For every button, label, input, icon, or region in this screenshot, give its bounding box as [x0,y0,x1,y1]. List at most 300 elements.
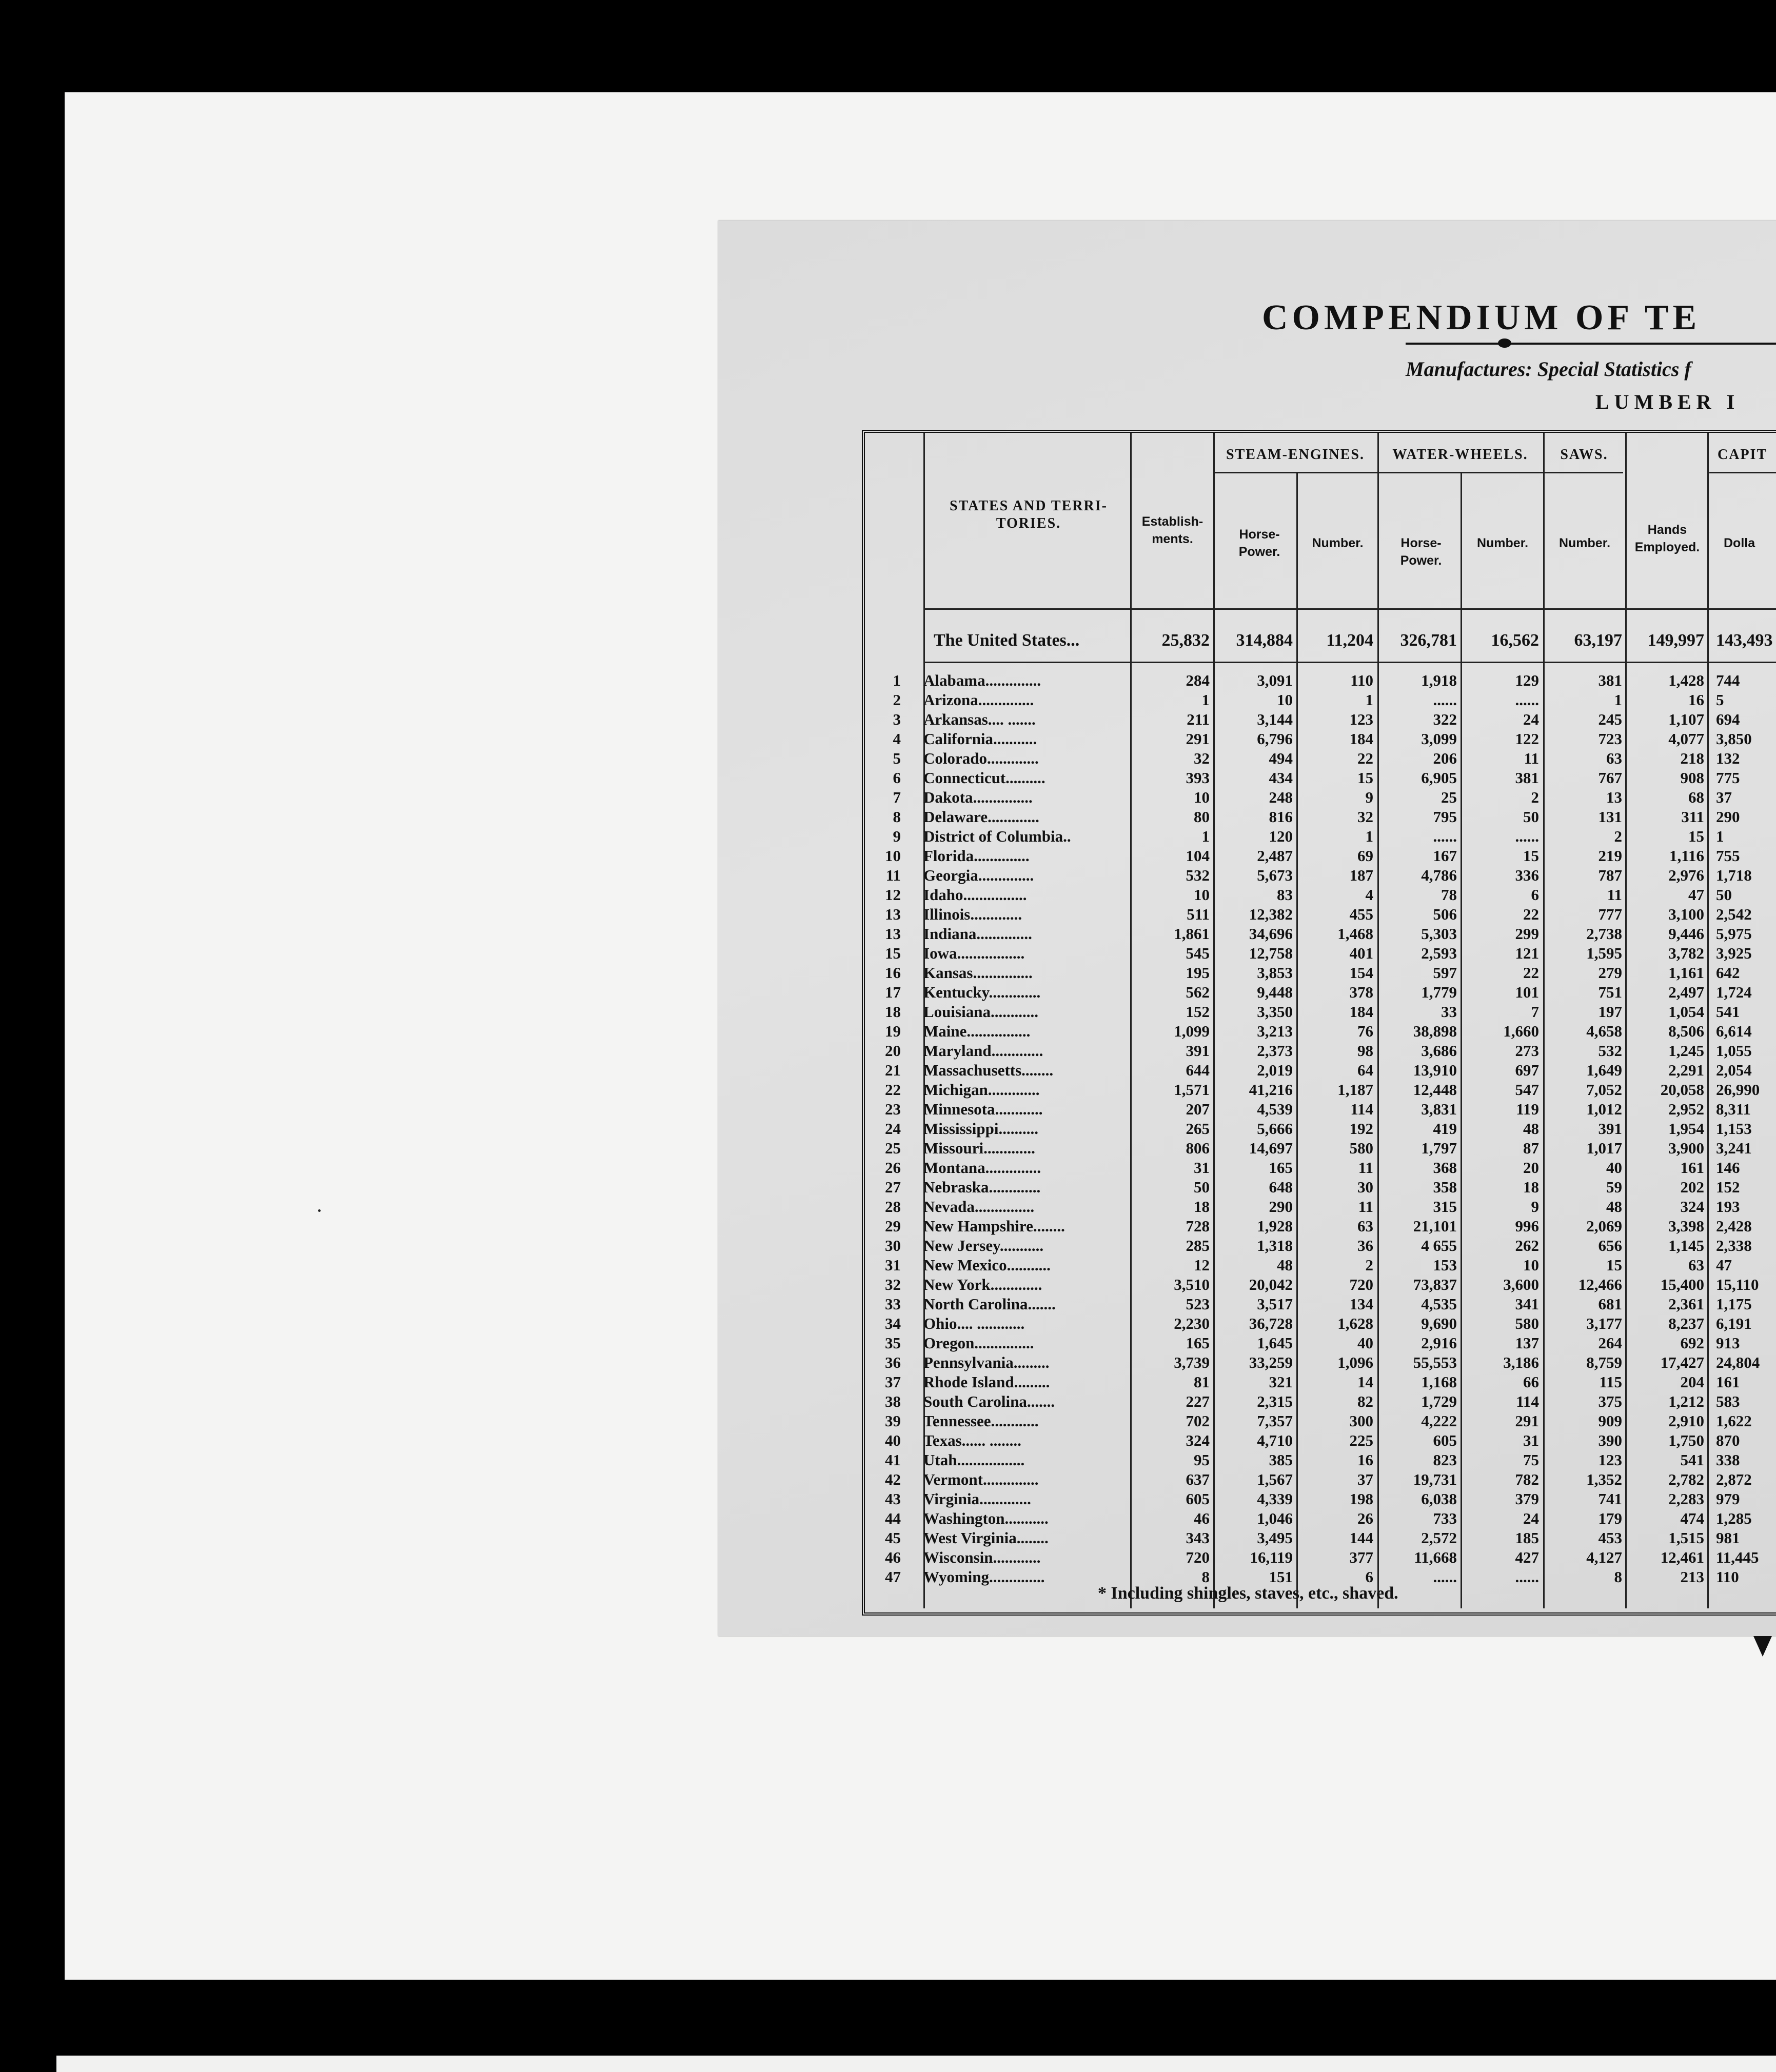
cell-value: 427 [1515,1548,1539,1566]
cell-value: 1,175 [1716,1295,1752,1313]
cell-value: 311 [1681,808,1704,826]
cell-value: 2,738 [1586,925,1622,943]
state-name: Oregon............... [923,1334,1034,1352]
cell-value: 506 [1433,905,1457,923]
cell-value: 597 [1433,964,1457,982]
cell-value: 8,311 [1716,1100,1751,1118]
state-name: Virginia............. [923,1490,1031,1508]
cell-value: 114 [1516,1392,1539,1410]
cell-value: 32 [1194,749,1210,767]
cell-value: 9,448 [1257,983,1293,1001]
cell-value: 40 [1357,1334,1373,1352]
cell-value: 63 [1606,749,1622,767]
cell-value: 1,245 [1668,1042,1704,1060]
cell-value: 167 [1433,847,1457,865]
cell-value: 733 [1433,1509,1457,1527]
cell-value: 76 [1357,1022,1373,1040]
table-row [718,963,1776,983]
cell-value: 2,054 [1716,1061,1752,1079]
table-row [718,1548,1776,1567]
cell-value: 2,952 [1668,1100,1704,1118]
cell-value: 782 [1515,1470,1539,1488]
cell-value: 823 [1433,1451,1457,1469]
us-total-value: 326,781 [1400,631,1457,650]
row-number: 16 [885,964,901,982]
cell-value: 1,861 [1174,925,1210,943]
cell-value: 2,338 [1716,1237,1752,1254]
us-total-value: 11,204 [1326,631,1373,650]
table-row [718,1392,1776,1411]
cell-value: 3,186 [1503,1353,1539,1371]
cell-value: 31 [1194,1159,1210,1177]
cell-value: 6,905 [1421,769,1457,787]
cell-value: 728 [1186,1217,1210,1235]
cell-value: 9,446 [1668,925,1704,943]
cell-value: 22 [1523,964,1539,982]
group-underline [1545,472,1623,473]
state-name: Maryland............. [923,1042,1043,1060]
cell-value: 34,696 [1249,925,1293,943]
cell-value: 165 [1269,1159,1293,1177]
cell-value: 541 [1716,1003,1740,1021]
cell-value: 4,127 [1586,1548,1622,1566]
cell-value: 80 [1194,808,1210,826]
cell-value: 644 [1186,1061,1210,1079]
cell-value: 144 [1349,1529,1373,1547]
cell-value: 122 [1515,730,1539,748]
us-total-value: 16,562 [1491,631,1539,650]
row-number: 25 [885,1139,901,1157]
header-establishments: Establish- ments. [1141,514,1203,546]
table-row [718,1061,1776,1080]
cell-value: 702 [1186,1412,1210,1430]
cell-value: 1,918 [1421,671,1457,689]
cell-value: 47 [1716,1256,1732,1274]
cell-value: 20,042 [1249,1276,1293,1293]
cell-value: 981 [1716,1529,1740,1547]
us-total-row [718,631,1776,653]
cell-value: 741 [1598,1490,1622,1508]
cell-value: 18 [1194,1198,1210,1216]
cell-value: 12,461 [1660,1548,1704,1566]
cell-value: 3,398 [1668,1217,1704,1235]
table-row [718,944,1776,963]
cell-value: ...... [1515,1568,1539,1586]
cell-value: 24,804 [1716,1353,1760,1371]
cell-value: 12,758 [1249,944,1293,962]
cell-value: 5,666 [1257,1120,1293,1138]
cell-value: 6,614 [1716,1022,1752,1040]
cell-value: ...... [1515,827,1539,845]
table-row [718,1197,1776,1217]
cell-value: 33 [1441,1003,1457,1021]
cell-value: 1,153 [1716,1120,1752,1138]
state-name: Mississippi.......... [923,1120,1038,1138]
cell-value: 1,428 [1668,671,1704,689]
row-number: 28 [885,1198,901,1216]
cell-value: 1,054 [1668,1003,1704,1021]
table-row [718,1431,1776,1450]
header-water-number: Number. [1476,536,1529,550]
cell-value: 1,055 [1716,1042,1752,1060]
state-name: Delaware............. [923,808,1039,826]
cell-value: 2,291 [1668,1061,1704,1079]
cell-value: 1,099 [1174,1022,1210,1040]
document-page [718,221,1776,1636]
cell-value: 123 [1598,1451,1622,1469]
row-number: 40 [885,1431,901,1449]
cell-value: 198 [1349,1490,1373,1508]
cell-value: 15,400 [1660,1276,1704,1293]
cell-value: 300 [1349,1412,1373,1430]
cell-value: 161 [1680,1159,1704,1177]
cell-value: 32 [1357,808,1373,826]
state-name: Nevada............... [923,1198,1035,1216]
cell-value: 21,101 [1413,1217,1457,1235]
cell-value: 17,427 [1660,1353,1704,1371]
cell-value: 290 [1716,808,1740,826]
cell-value: 744 [1716,671,1740,689]
header-bottom-rule [923,608,1776,610]
cell-value: 775 [1716,769,1740,787]
state-name: Indiana.............. [923,925,1032,943]
cell-value: 285 [1186,1237,1210,1254]
state-name: Arizona.............. [923,691,1034,709]
cell-value: 1,145 [1668,1237,1704,1254]
cell-value: 1,660 [1503,1022,1539,1040]
cell-value: 681 [1598,1295,1622,1313]
cell-value: 14,697 [1249,1139,1293,1157]
cell-value: 68 [1688,788,1704,806]
cell-value: 1,168 [1421,1373,1457,1391]
row-number: 42 [885,1470,901,1488]
cell-value: 50 [1194,1178,1210,1196]
state-name: Louisiana............ [923,1003,1038,1021]
cell-value: 377 [1349,1548,1373,1566]
table-row [718,1294,1776,1314]
cell-value: 453 [1598,1529,1622,1547]
state-name: Georgia.............. [923,866,1034,884]
state-name: North Carolina....... [923,1295,1056,1313]
cell-value: 81 [1194,1373,1210,1391]
cell-value: 870 [1716,1431,1740,1449]
page-subtitle: Manufactures: Special Statistics f [1406,357,1691,381]
cell-value: 290 [1269,1198,1293,1216]
cell-value: 40 [1606,1159,1622,1177]
group-underline [1213,472,1547,473]
state-name: New Mexico........... [923,1256,1051,1274]
cell-value: 146 [1716,1159,1740,1177]
cell-value: 2,782 [1668,1470,1704,1488]
cell-value: 795 [1433,808,1457,826]
cell-value: 1,352 [1586,1470,1622,1488]
cell-value: 3,850 [1716,730,1752,748]
cell-value: 16 [1357,1451,1373,1469]
cell-value: 1,622 [1716,1412,1752,1430]
cell-value: 16 [1688,691,1704,709]
cell-value: 50 [1716,886,1732,904]
cell-value: 1 [1716,827,1724,845]
state-name: Tennessee............ [923,1412,1039,1430]
row-number: 33 [885,1295,901,1313]
cell-value: 11 [1607,886,1622,904]
cell-value: 3,686 [1421,1042,1457,1060]
cell-value: 204 [1680,1373,1704,1391]
cell-value: 1,107 [1668,710,1704,728]
cell-value: 532 [1598,1042,1622,1060]
table-row [718,924,1776,944]
cell-value: 720 [1186,1548,1210,1566]
cell-value: 1,571 [1174,1081,1210,1099]
cell-value: 197 [1598,1003,1622,1021]
state-name: Pennsylvania......... [923,1353,1050,1371]
cell-value: 419 [1433,1120,1457,1138]
cell-value: 154 [1349,964,1373,982]
cell-value: 777 [1598,905,1622,923]
header-steam-engines: STEAM-ENGINES. [1226,447,1365,463]
cell-value: 1,750 [1668,1431,1704,1449]
cell-value: 375 [1598,1392,1622,1410]
cell-value: 816 [1269,808,1293,826]
cell-value: 137 [1515,1334,1539,1352]
cell-value: 4,222 [1421,1412,1457,1430]
cell-value: 187 [1349,866,1373,884]
cell-value: 114 [1350,1100,1373,1118]
cell-value: 1,012 [1586,1100,1622,1118]
cell-value: 2,315 [1257,1392,1293,1410]
cell-value: 2,572 [1421,1529,1457,1547]
cell-value: 358 [1433,1178,1457,1196]
cell-value: 315 [1433,1198,1457,1216]
cell-value: 1,017 [1586,1139,1622,1157]
state-name: Michigan............. [923,1081,1040,1099]
table-row [718,1178,1776,1197]
cell-value: 541 [1680,1451,1704,1469]
bottom-strip [56,2056,1776,2072]
state-name: Kansas............... [923,964,1033,982]
cell-value: 184 [1349,730,1373,748]
cell-value: 152 [1186,1003,1210,1021]
cell-value: 390 [1598,1431,1622,1449]
table-row [718,768,1776,788]
cell-value: 151 [1269,1568,1293,1586]
table-row [718,1119,1776,1139]
cell-value: 279 [1598,964,1622,982]
state-name: Illinois............. [923,905,1022,923]
state-name: Montana.............. [923,1159,1041,1177]
cell-value: 165 [1186,1334,1210,1352]
state-name: Wisconsin............ [923,1548,1041,1566]
cell-value: 379 [1515,1490,1539,1508]
cell-value: 908 [1680,769,1704,787]
cell-value: 1,046 [1257,1509,1293,1527]
table-row [718,1100,1776,1119]
cell-value: 324 [1186,1431,1210,1449]
cell-value: 161 [1716,1373,1740,1391]
us-total-label: The United States... [934,631,1080,650]
cell-value: 10 [1277,691,1293,709]
cell-value: 75 [1523,1451,1539,1469]
cell-value: 979 [1716,1490,1740,1508]
row-number: 39 [885,1412,901,1430]
cell-value: 6 [1531,886,1539,904]
cell-value: 5,975 [1716,925,1752,943]
cell-value: 2,069 [1586,1217,1622,1235]
cell-value: 36 [1357,1237,1373,1254]
cell-value: 697 [1515,1061,1539,1079]
title-ornament-dot [1498,338,1511,348]
cell-value: 63 [1357,1217,1373,1235]
table-row [718,1139,1776,1158]
row-number: 27 [885,1178,901,1196]
cell-value: 767 [1598,769,1622,787]
table-row [718,788,1776,807]
cell-value: 6,796 [1257,730,1293,748]
state-name: Kentucky............. [923,983,1041,1001]
table-row [718,1256,1776,1275]
header-saws: SAWS. [1560,447,1608,463]
cell-value: 213 [1680,1568,1704,1586]
cell-value: 4,658 [1586,1022,1622,1040]
cell-value: 299 [1515,925,1539,943]
row-number: 11 [885,866,901,884]
cell-value: 385 [1269,1451,1293,1469]
cell-value: 48 [1277,1256,1293,1274]
cell-value: 642 [1716,964,1740,982]
cell-value: 41,216 [1249,1081,1293,1099]
cell-value: 1,161 [1668,964,1704,982]
cell-value: 13,910 [1413,1061,1457,1079]
cell-value: 83 [1277,886,1293,904]
cell-value: 474 [1680,1509,1704,1527]
row-number: 36 [885,1353,901,1371]
cell-value: 11 [1358,1159,1373,1177]
cell-value: 87 [1523,1139,1539,1157]
cell-value: 692 [1680,1334,1704,1352]
cell-value: 218 [1680,749,1704,767]
row-number: 13 [885,925,901,943]
cell-value: 37 [1716,788,1732,806]
cell-value: 14 [1357,1373,1373,1391]
table-row [718,905,1776,924]
cell-value: 265 [1186,1120,1210,1138]
cell-value: 368 [1433,1159,1457,1177]
cell-value: 913 [1716,1334,1740,1352]
state-name: Minnesota............ [923,1100,1043,1118]
row-number: 29 [885,1217,901,1235]
cell-value: 9 [1531,1198,1539,1216]
state-name: California........... [923,730,1037,748]
cell-value: 20 [1523,1159,1539,1177]
section-title: LUMBER I [1595,390,1740,413]
cell-value: 322 [1433,710,1457,728]
cell-value: 16,119 [1250,1548,1293,1566]
cell-value: 1,954 [1668,1120,1704,1138]
cell-value: 63 [1688,1256,1704,1274]
cell-value: ...... [1433,827,1457,845]
table-row [718,1236,1776,1256]
cell-value: 324 [1680,1198,1704,1216]
header-water-horse-power: Horse- Power. [1400,536,1442,568]
cell-value: 18 [1523,1178,1539,1196]
row-number: 31 [885,1256,901,1274]
cell-value: 19,731 [1413,1470,1457,1488]
state-name: Connecticut.......... [923,769,1045,787]
us-total-value: 63,197 [1574,631,1622,650]
cell-value: 73,837 [1413,1276,1457,1293]
row-number: 24 [885,1120,901,1138]
cell-value: 1,468 [1337,925,1373,943]
cell-value: 7 [1531,1003,1539,1021]
cell-value: 11,445 [1716,1548,1759,1566]
state-name: New Hampshire........ [923,1217,1065,1235]
row-number: 2 [893,691,901,709]
cell-value: 22 [1357,749,1373,767]
cell-value: 12,466 [1578,1276,1622,1293]
cell-value: 47 [1688,886,1704,904]
table-row [718,1489,1776,1509]
cell-value: 8,506 [1668,1022,1704,1040]
cell-value: 153 [1433,1256,1457,1274]
cell-value: 2,428 [1716,1217,1752,1235]
cell-value: 909 [1598,1412,1622,1430]
cell-value: 1,187 [1337,1081,1373,1099]
cell-value: 2,497 [1668,983,1704,1001]
cell-value: 15,110 [1716,1276,1759,1293]
cell-value: 1,729 [1421,1392,1457,1410]
cell-value: 8 [1614,1568,1622,1586]
cell-value: 185 [1515,1529,1539,1547]
table-row [718,1372,1776,1392]
cell-value: 3,510 [1174,1276,1210,1293]
cell-value: 4,339 [1257,1490,1293,1508]
table-row [718,1275,1776,1294]
cell-value: 381 [1598,671,1622,689]
cell-value: 2,283 [1668,1490,1704,1508]
table-row [718,1411,1776,1431]
cell-value: 284 [1186,671,1210,689]
cell-value: 583 [1716,1392,1740,1410]
cell-value: 3,099 [1421,730,1457,748]
row-number: 21 [885,1061,901,1079]
cell-value: 1,285 [1716,1509,1752,1527]
cell-value: 378 [1349,983,1373,1001]
cell-value: 264 [1598,1334,1622,1352]
cell-value: 4,535 [1421,1295,1457,1313]
cell-value: 3,100 [1668,905,1704,923]
cell-value: 10 [1523,1256,1539,1274]
cell-value: 3,782 [1668,944,1704,962]
cell-value: 69 [1357,847,1373,865]
state-name: New York............. [923,1276,1042,1293]
cell-value: 132 [1716,749,1740,767]
us-total-value: 143,493 [1716,631,1773,650]
cell-value: 1,212 [1668,1392,1704,1410]
cell-value: 30 [1357,1178,1373,1196]
cell-value: 787 [1598,866,1622,884]
cell-value: 547 [1515,1081,1539,1099]
cell-value: 8 [1201,1568,1210,1586]
cell-value: 50 [1523,808,1539,826]
table-footnote: * Including shingles, staves, etc., shaved. [1098,1584,1398,1603]
cell-value: 723 [1598,730,1622,748]
row-number: 7 [893,788,901,806]
cell-value: 33,259 [1249,1353,1293,1371]
cell-value: 580 [1349,1139,1373,1157]
cell-value: 2,872 [1716,1470,1752,1488]
cell-value: 5,303 [1421,925,1457,943]
cell-value: 3,213 [1257,1022,1293,1040]
